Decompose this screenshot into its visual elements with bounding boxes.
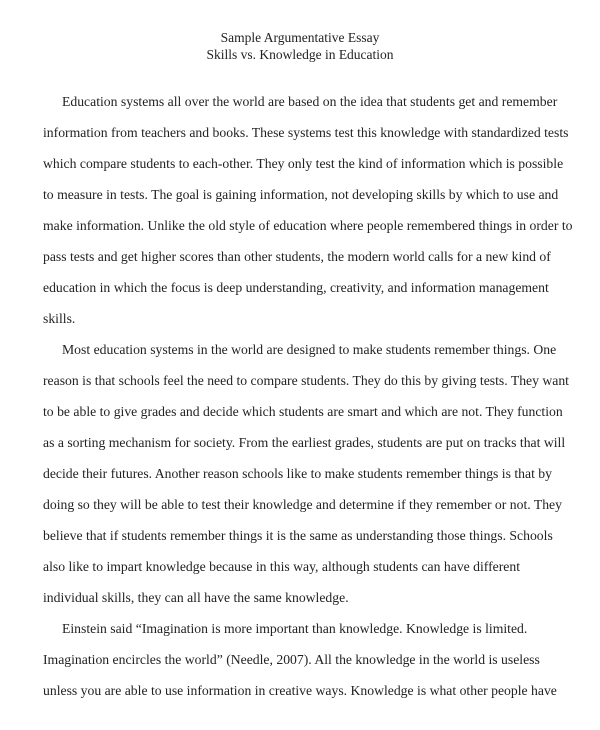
paragraph-line: decide their futures. Another reason schools like to make students remember things is that by (43, 466, 552, 481)
paragraph-line: reason is that schools feel the need to compare students. They do this by giving tests. They want (43, 373, 569, 388)
paragraph-line: doing so they will be able to test their knowledge and determine if they remember or not. They (43, 497, 562, 512)
paragraph-line: Most education systems in the world are designed to make students remember things. One (62, 342, 557, 357)
paragraph-line: Education systems all over the world are based on the idea that students get and remember (62, 94, 558, 109)
paragraph-line: individual skills, they can all have the same knowledge. (43, 590, 349, 605)
paragraph-line: also like to impart knowledge because in this way, although students can have different (43, 559, 521, 574)
paragraph-line: believe that if students remember things it is the same as understanding those things. Schools (43, 528, 553, 543)
paragraph-line: which compare students to each-other. They only test the kind of information which is possible (43, 156, 564, 171)
paragraph-line: Imagination encircles the world” (Needle, 2007). All the knowledge in the world is useless (43, 652, 540, 667)
paragraph-line: pass tests and get higher scores than other students, the modern world calls for a new kind of (43, 249, 551, 264)
essay-title: Sample Argumentative Essay (220, 30, 380, 45)
paragraph-line: skills. (43, 311, 76, 326)
paragraph-line: information from teachers and books. These systems test this knowledge with standardized tests (43, 125, 569, 140)
paragraph-line: make information. Unlike the old style of education where people remembered things in order to (43, 218, 573, 233)
paragraph-line: to measure in tests. The goal is gaining information, not developing skills by which to use and (43, 187, 559, 202)
essay-subtitle: Skills vs. Knowledge in Education (206, 47, 394, 62)
paragraph-line: unless you are able to use information in creative ways. Knowledge is what other people have (43, 683, 557, 698)
paragraph-line: Einstein said “Imagination is more important than knowledge. Knowledge is limited. (62, 621, 528, 636)
paragraph-line: education in which the focus is deep understanding, creativity, and information management (43, 280, 549, 295)
paragraph-line: to be able to give grades and decide which students are smart and which are not. They function (43, 404, 563, 419)
paragraph-line: as a sorting mechanism for society. From the earliest grades, students are put on tracks that will (43, 435, 566, 450)
